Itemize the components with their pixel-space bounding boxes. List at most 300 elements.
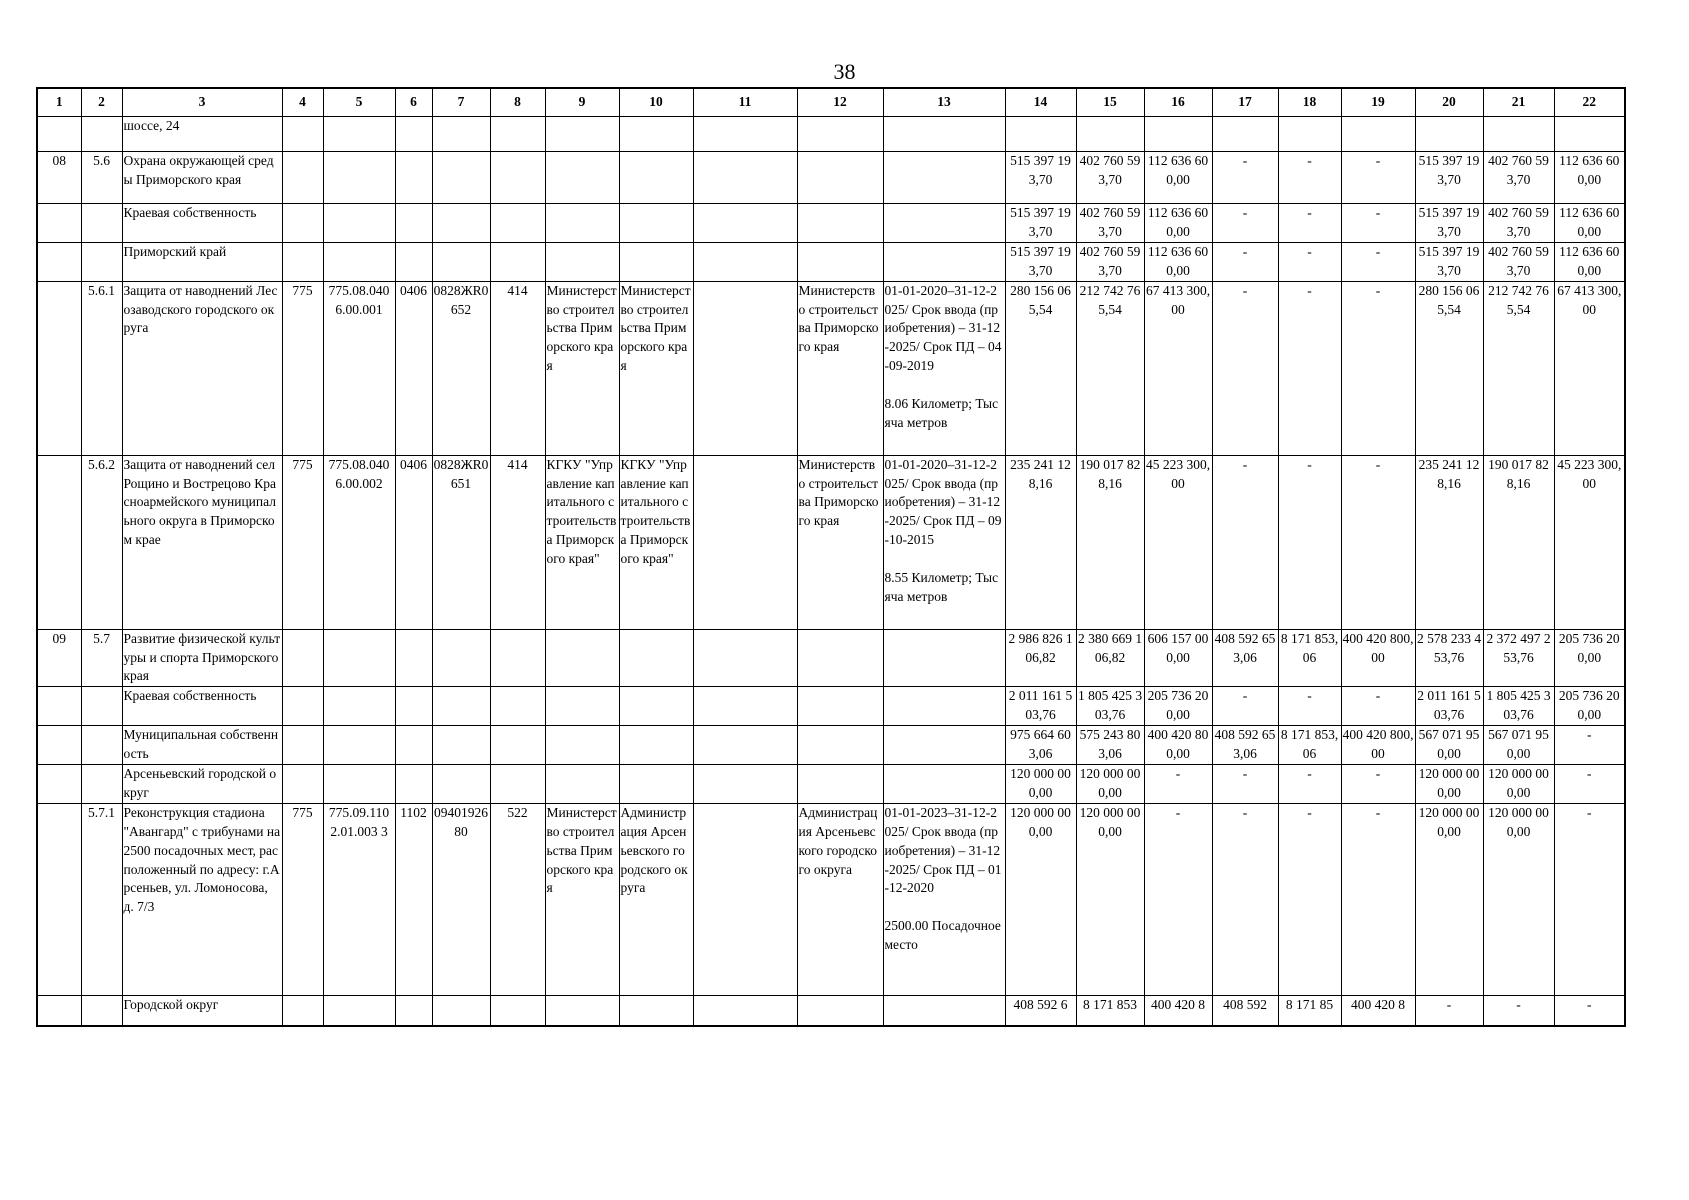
- table-cell-col-12: Администрация Арсеньевского городского округа: [797, 803, 883, 995]
- table-cell-col-11: [693, 629, 797, 687]
- table-cell-col-16: [1144, 117, 1212, 152]
- table-cell-col-4: 775: [282, 281, 323, 455]
- table-cell-col-14: 515 397 193,70: [1005, 242, 1076, 281]
- table-cell-col-9: Министерство строительства Приморского края: [545, 803, 619, 995]
- table-cell-col-6: [395, 687, 432, 726]
- table-cell-col-6: [395, 152, 432, 204]
- table-cell-col-17: -: [1212, 764, 1278, 803]
- table-cell-col-11: [693, 204, 797, 243]
- table-cell-col-21: [1483, 117, 1554, 152]
- table-cell-col-11: [693, 117, 797, 152]
- table-cell-col-8: [490, 726, 545, 765]
- table-cell-col-15: 1 805 425 303,76: [1076, 687, 1144, 726]
- table-cell-col-4: [282, 687, 323, 726]
- table-cell-col-19: -: [1341, 803, 1415, 995]
- table-cell-col-3: Защита от наводнений Лесозаводского городского округа: [122, 281, 282, 455]
- table-cell-col-22: 205 736 200,00: [1554, 629, 1625, 687]
- column-header-13: 13: [883, 88, 1005, 117]
- table-cell-col-12: [797, 995, 883, 1026]
- column-header-16: 16: [1144, 88, 1212, 117]
- table-cell-col-9: [545, 242, 619, 281]
- table-cell-col-8: [490, 764, 545, 803]
- table-cell-col-3: Городской округ: [122, 995, 282, 1026]
- table-cell-col-10: КГКУ "Управление капитального строительства Приморского края": [619, 455, 693, 629]
- table-cell-col-9: [545, 629, 619, 687]
- table-cell-col-17: -: [1212, 204, 1278, 243]
- table-cell-col-20: 515 397 193,70: [1415, 204, 1483, 243]
- table-cell-col-22: -: [1554, 764, 1625, 803]
- table-cell-col-5: [323, 764, 395, 803]
- table-row: [37, 152, 1625, 204]
- table-cell-col-15: 2 380 669 106,82: [1076, 629, 1144, 687]
- table-cell-col-7: [432, 152, 490, 204]
- table-cell-col-4: 775: [282, 803, 323, 995]
- table-cell-col-19: 400 420 8: [1341, 995, 1415, 1026]
- table-cell-col-1: [37, 803, 81, 995]
- table-cell-col-10: [619, 687, 693, 726]
- table-cell-col-14: 120 000 000,00: [1005, 764, 1076, 803]
- table-cell-col-18: -: [1278, 803, 1341, 995]
- table-cell-col-7: [432, 204, 490, 243]
- table-cell-col-21: 402 760 593,70: [1483, 242, 1554, 281]
- table-cell-col-18: -: [1278, 764, 1341, 803]
- table-cell-col-6: 1102: [395, 803, 432, 995]
- table-cell-col-15: 120 000 000,00: [1076, 764, 1144, 803]
- column-header-4: 4: [282, 88, 323, 117]
- table-cell-col-20: 120 000 000,00: [1415, 803, 1483, 995]
- table-cell-col-20: [1415, 117, 1483, 152]
- table-row: [37, 995, 1625, 1026]
- table-cell-col-10: Министерство строительства Приморского края: [619, 281, 693, 455]
- table-row: [37, 726, 1625, 765]
- table-cell-col-8: 522: [490, 803, 545, 995]
- table-cell-col-13: [883, 726, 1005, 765]
- table-cell-col-22: 45 223 300,00: [1554, 455, 1625, 629]
- table-cell-col-22: -: [1554, 803, 1625, 995]
- table-cell-col-18: -: [1278, 242, 1341, 281]
- table-cell-col-3: Реконструкция стадиона "Авангард" с трибунами на 2500 посадочных мест, расположенный по адресу: г.Арсеньев, ул. Ломоносова, д. 7/3: [122, 803, 282, 995]
- table-cell-col-5: 775.08.0406.00.001: [323, 281, 395, 455]
- table-cell-col-11: [693, 152, 797, 204]
- table-cell-col-18: -: [1278, 455, 1341, 629]
- table-cell-col-17: -: [1212, 152, 1278, 204]
- table-cell-col-19: [1341, 117, 1415, 152]
- table-cell-col-20: 235 241 128,16: [1415, 455, 1483, 629]
- table-cell-col-22: 112 636 600,00: [1554, 204, 1625, 243]
- table-cell-col-13: [883, 152, 1005, 204]
- table-cell-col-11: [693, 281, 797, 455]
- table-cell-col-16: 205 736 200,00: [1144, 687, 1212, 726]
- table-cell-col-12: [797, 242, 883, 281]
- table-cell-col-21: 402 760 593,70: [1483, 204, 1554, 243]
- table-cell-col-22: -: [1554, 995, 1625, 1026]
- table-cell-col-10: [619, 629, 693, 687]
- table-cell-col-9: [545, 152, 619, 204]
- table-cell-col-19: -: [1341, 152, 1415, 204]
- table-cell-col-13: 01-01-2020–31-12-2025/ Срок ввода (приобретения) – 31-12-2025/ Срок ПД – 04-09-2019 8.06 Километр; Тысяча метров: [883, 281, 1005, 455]
- table-cell-col-6: [395, 995, 432, 1026]
- table-cell-col-13: [883, 629, 1005, 687]
- table-cell-col-1: [37, 204, 81, 243]
- table-cell-col-5: [323, 687, 395, 726]
- table-cell-col-13: [883, 995, 1005, 1026]
- table-cell-col-21: 190 017 828,16: [1483, 455, 1554, 629]
- table-cell-col-19: -: [1341, 281, 1415, 455]
- table-cell-col-7: 0828ЖR0652: [432, 281, 490, 455]
- table-row: [37, 117, 1625, 152]
- table-cell-col-1: [37, 117, 81, 152]
- table-cell-col-15: 575 243 803,06: [1076, 726, 1144, 765]
- table-cell-col-2: 5.6: [81, 152, 122, 204]
- table-cell-col-22: 112 636 600,00: [1554, 242, 1625, 281]
- table-cell-col-7: [432, 726, 490, 765]
- table-cell-col-20: 567 071 950,00: [1415, 726, 1483, 765]
- table-cell-col-11: [693, 687, 797, 726]
- table-cell-col-4: [282, 629, 323, 687]
- budget-table: [36, 87, 1626, 1027]
- column-header-22: 22: [1554, 88, 1625, 117]
- table-row: [37, 281, 1625, 455]
- table-cell-col-17: 408 592 653,06: [1212, 629, 1278, 687]
- table-cell-col-4: [282, 764, 323, 803]
- table-cell-col-5: [323, 152, 395, 204]
- table-cell-col-7: [432, 117, 490, 152]
- column-header-3: 3: [122, 88, 282, 117]
- table-cell-col-15: 120 000 000,00: [1076, 803, 1144, 995]
- column-header-10: 10: [619, 88, 693, 117]
- table-cell-col-15: [1076, 117, 1144, 152]
- table-cell-col-16: -: [1144, 803, 1212, 995]
- table-cell-col-15: 212 742 765,54: [1076, 281, 1144, 455]
- table-cell-col-22: 67 413 300,00: [1554, 281, 1625, 455]
- table-cell-col-13: 01-01-2023–31-12-2025/ Срок ввода (приобретения) – 31-12-2025/ Срок ПД – 01-12-2020 2500.00 Посадочное место: [883, 803, 1005, 995]
- table-cell-col-18: 8 171 853,06: [1278, 726, 1341, 765]
- table-cell-col-10: Администрация Арсеньевского городского округа: [619, 803, 693, 995]
- table-row: [37, 204, 1625, 243]
- table-cell-col-16: 400 420 800,00: [1144, 726, 1212, 765]
- table-cell-col-11: [693, 995, 797, 1026]
- table-cell-col-6: [395, 242, 432, 281]
- table-cell-col-8: 414: [490, 281, 545, 455]
- table-cell-col-8: [490, 117, 545, 152]
- table-cell-col-9: [545, 117, 619, 152]
- table-cell-col-2: [81, 995, 122, 1026]
- table-cell-col-21: 2 372 497 253,76: [1483, 629, 1554, 687]
- table-cell-col-5: [323, 204, 395, 243]
- column-header-19: 19: [1341, 88, 1415, 117]
- table-cell-col-16: 606 157 000,00: [1144, 629, 1212, 687]
- column-header-12: 12: [797, 88, 883, 117]
- table-cell-col-5: [323, 995, 395, 1026]
- table-cell-col-19: -: [1341, 764, 1415, 803]
- table-cell-col-17: 408 592: [1212, 995, 1278, 1026]
- table-cell-col-16: 45 223 300,00: [1144, 455, 1212, 629]
- table-cell-col-12: Министерство строительства Приморского края: [797, 455, 883, 629]
- table-cell-col-7: [432, 242, 490, 281]
- table-cell-col-22: 205 736 200,00: [1554, 687, 1625, 726]
- table-cell-col-1: 09: [37, 629, 81, 687]
- table-cell-col-9: КГКУ "Управление капитального строительства Приморского края": [545, 455, 619, 629]
- table-cell-col-14: 120 000 000,00: [1005, 803, 1076, 995]
- table-row: [37, 803, 1625, 995]
- table-cell-col-3: Арсеньевский городской округ: [122, 764, 282, 803]
- table-cell-col-18: -: [1278, 204, 1341, 243]
- table-cell-col-12: [797, 152, 883, 204]
- column-header-15: 15: [1076, 88, 1144, 117]
- table-cell-col-7: [432, 764, 490, 803]
- table-cell-col-9: [545, 764, 619, 803]
- table-cell-col-10: [619, 242, 693, 281]
- table-cell-col-11: [693, 726, 797, 765]
- table-cell-col-8: [490, 687, 545, 726]
- table-cell-col-12: [797, 204, 883, 243]
- table-cell-col-10: [619, 117, 693, 152]
- table-cell-col-18: -: [1278, 152, 1341, 204]
- table-cell-col-10: [619, 726, 693, 765]
- table-cell-col-9: [545, 204, 619, 243]
- column-header-17: 17: [1212, 88, 1278, 117]
- table-cell-col-17: -: [1212, 281, 1278, 455]
- table-cell-col-21: -: [1483, 995, 1554, 1026]
- table-cell-col-3: Приморский край: [122, 242, 282, 281]
- table-cell-col-1: [37, 281, 81, 455]
- table-cell-col-20: 515 397 193,70: [1415, 242, 1483, 281]
- table-cell-col-4: [282, 204, 323, 243]
- table-cell-col-19: -: [1341, 687, 1415, 726]
- table-cell-col-15: 402 760 593,70: [1076, 242, 1144, 281]
- table-cell-col-16: 112 636 600,00: [1144, 242, 1212, 281]
- column-header-2: 2: [81, 88, 122, 117]
- table-cell-col-14: 515 397 193,70: [1005, 204, 1076, 243]
- table-cell-col-11: [693, 242, 797, 281]
- table-cell-col-1: [37, 455, 81, 629]
- table-cell-col-9: [545, 726, 619, 765]
- column-header-14: 14: [1005, 88, 1076, 117]
- table-cell-col-22: -: [1554, 726, 1625, 765]
- table-row: [37, 764, 1625, 803]
- column-header-7: 7: [432, 88, 490, 117]
- column-header-21: 21: [1483, 88, 1554, 117]
- table-cell-col-16: -: [1144, 764, 1212, 803]
- table-cell-col-10: [619, 764, 693, 803]
- table-cell-col-2: 5.7.1: [81, 803, 122, 995]
- table-row: [37, 629, 1625, 687]
- table-cell-col-2: 5.6.1: [81, 281, 122, 455]
- table-cell-col-13: [883, 764, 1005, 803]
- table-cell-col-1: [37, 726, 81, 765]
- table-cell-col-3: шоссе, 24: [122, 117, 282, 152]
- column-header-18: 18: [1278, 88, 1341, 117]
- table-cell-col-12: [797, 629, 883, 687]
- table-cell-col-10: [619, 204, 693, 243]
- table-cell-col-12: [797, 764, 883, 803]
- table-cell-col-20: 2 011 161 503,76: [1415, 687, 1483, 726]
- table-cell-col-6: [395, 629, 432, 687]
- table-cell-col-13: [883, 242, 1005, 281]
- table-cell-col-9: [545, 687, 619, 726]
- table-cell-col-20: -: [1415, 995, 1483, 1026]
- table-cell-col-6: [395, 726, 432, 765]
- table-cell-col-17: -: [1212, 687, 1278, 726]
- table-cell-col-4: [282, 117, 323, 152]
- table-cell-col-16: 400 420 8: [1144, 995, 1212, 1026]
- table-cell-col-14: 408 592 6: [1005, 995, 1076, 1026]
- table-cell-col-8: 414: [490, 455, 545, 629]
- column-header-1: 1: [37, 88, 81, 117]
- table-cell-col-8: [490, 629, 545, 687]
- table-cell-col-3: Охрана окружающей среды Приморского края: [122, 152, 282, 204]
- table-cell-col-1: [37, 687, 81, 726]
- table-cell-col-1: [37, 995, 81, 1026]
- table-cell-col-9: Министерство строительства Приморского края: [545, 281, 619, 455]
- table-cell-col-14: 975 664 603,06: [1005, 726, 1076, 765]
- table-cell-col-3: Защита от наводнений сел Рощино и Вострецово Красноармейского муниципального округа в Приморском крае: [122, 455, 282, 629]
- table-cell-col-1: [37, 764, 81, 803]
- table-cell-col-18: -: [1278, 687, 1341, 726]
- table-cell-col-4: [282, 152, 323, 204]
- table-cell-col-2: 5.6.2: [81, 455, 122, 629]
- table-cell-col-6: 0406: [395, 455, 432, 629]
- table-cell-col-12: [797, 726, 883, 765]
- table-cell-col-7: 0828ЖR0651: [432, 455, 490, 629]
- table-cell-col-19: 400 420 800,00: [1341, 726, 1415, 765]
- table-cell-col-7: [432, 687, 490, 726]
- table-cell-col-7: [432, 629, 490, 687]
- table-cell-col-12: Министерство строительства Приморского края: [797, 281, 883, 455]
- table-cell-col-21: 402 760 593,70: [1483, 152, 1554, 204]
- table-cell-col-17: -: [1212, 803, 1278, 995]
- table-cell-col-17: 408 592 653,06: [1212, 726, 1278, 765]
- table-cell-col-19: -: [1341, 455, 1415, 629]
- table-cell-col-18: 8 171 853,06: [1278, 629, 1341, 687]
- table-cell-col-16: 112 636 600,00: [1144, 204, 1212, 243]
- table-cell-col-5: [323, 117, 395, 152]
- table-cell-col-2: [81, 242, 122, 281]
- table-cell-col-15: 402 760 593,70: [1076, 204, 1144, 243]
- table-cell-col-9: [545, 995, 619, 1026]
- table-cell-col-3: Муниципальная собственность: [122, 726, 282, 765]
- column-header-5: 5: [323, 88, 395, 117]
- table-cell-col-21: 120 000 000,00: [1483, 764, 1554, 803]
- table-cell-col-14: 235 241 128,16: [1005, 455, 1076, 629]
- table-cell-col-2: [81, 726, 122, 765]
- table-cell-col-22: 112 636 600,00: [1554, 152, 1625, 204]
- table-cell-col-22: [1554, 117, 1625, 152]
- table-cell-col-20: 2 578 233 453,76: [1415, 629, 1483, 687]
- table-cell-col-21: 1 805 425 303,76: [1483, 687, 1554, 726]
- table-cell-col-8: [490, 242, 545, 281]
- table-cell-col-11: [693, 803, 797, 995]
- table-cell-col-4: [282, 995, 323, 1026]
- table-cell-col-17: -: [1212, 242, 1278, 281]
- table-cell-col-16: 67 413 300,00: [1144, 281, 1212, 455]
- table-cell-col-21: 212 742 765,54: [1483, 281, 1554, 455]
- table-cell-col-19: -: [1341, 204, 1415, 243]
- table-row: [37, 242, 1625, 281]
- table-body: [37, 88, 1625, 1026]
- column-header-9: 9: [545, 88, 619, 117]
- table-cell-col-11: [693, 455, 797, 629]
- table-cell-col-5: [323, 726, 395, 765]
- table-cell-col-7: [432, 995, 490, 1026]
- table-cell-col-5: 775.09.1102.01.003 3: [323, 803, 395, 995]
- table-cell-col-18: -: [1278, 281, 1341, 455]
- table-cell-col-6: [395, 117, 432, 152]
- table-cell-col-4: 775: [282, 455, 323, 629]
- table-cell-col-13: 01-01-2020–31-12-2025/ Срок ввода (приобретения) – 31-12-2025/ Срок ПД – 09-10-2015 8.55 Километр; Тысяча метров: [883, 455, 1005, 629]
- table-cell-col-17: [1212, 117, 1278, 152]
- table-cell-col-7: 0940192680: [432, 803, 490, 995]
- table-cell-col-1: [37, 242, 81, 281]
- table-cell-col-13: [883, 687, 1005, 726]
- table-cell-col-6: 0406: [395, 281, 432, 455]
- table-cell-col-11: [693, 764, 797, 803]
- table-cell-col-20: 280 156 065,54: [1415, 281, 1483, 455]
- table-cell-col-15: 190 017 828,16: [1076, 455, 1144, 629]
- table-cell-col-13: [883, 204, 1005, 243]
- column-header-11: 11: [693, 88, 797, 117]
- table-cell-col-4: [282, 242, 323, 281]
- table-cell-col-15: 8 171 853: [1076, 995, 1144, 1026]
- table-cell-col-2: [81, 764, 122, 803]
- table-cell-col-2: 5.7: [81, 629, 122, 687]
- page-number: 38: [833, 59, 856, 84]
- header-row: [37, 88, 1625, 117]
- table-cell-col-21: 567 071 950,00: [1483, 726, 1554, 765]
- table-cell-col-13: [883, 117, 1005, 152]
- table-cell-col-21: 120 000 000,00: [1483, 803, 1554, 995]
- table-cell-col-14: 515 397 193,70: [1005, 152, 1076, 204]
- column-header-20: 20: [1415, 88, 1483, 117]
- table-cell-col-14: 2 986 826 106,82: [1005, 629, 1076, 687]
- table-cell-col-19: -: [1341, 242, 1415, 281]
- table-cell-col-6: [395, 764, 432, 803]
- table-cell-col-6: [395, 204, 432, 243]
- table-cell-col-20: 515 397 193,70: [1415, 152, 1483, 204]
- table-cell-col-5: [323, 242, 395, 281]
- table-cell-col-5: [323, 629, 395, 687]
- table-cell-col-1: 08: [37, 152, 81, 204]
- table-cell-col-17: -: [1212, 455, 1278, 629]
- table-cell-col-2: [81, 204, 122, 243]
- table-cell-col-4: [282, 726, 323, 765]
- table-cell-col-2: [81, 117, 122, 152]
- table-cell-col-2: [81, 687, 122, 726]
- table-cell-col-10: [619, 995, 693, 1026]
- table-cell-col-3: Краевая собственность: [122, 204, 282, 243]
- column-header-6: 6: [395, 88, 432, 117]
- table-cell-col-18: 8 171 85: [1278, 995, 1341, 1026]
- table-cell-col-3: Развитие физической культуры и спорта Приморского края: [122, 629, 282, 687]
- table-cell-col-10: [619, 152, 693, 204]
- table-cell-col-3: Краевая собственность: [122, 687, 282, 726]
- table-cell-col-8: [490, 995, 545, 1026]
- table-cell-col-8: [490, 152, 545, 204]
- table-cell-col-14: [1005, 117, 1076, 152]
- table-cell-col-15: 402 760 593,70: [1076, 152, 1144, 204]
- table-cell-col-8: [490, 204, 545, 243]
- table-cell-col-12: [797, 117, 883, 152]
- table-cell-col-20: 120 000 000,00: [1415, 764, 1483, 803]
- column-header-8: 8: [490, 88, 545, 117]
- table-cell-col-18: [1278, 117, 1341, 152]
- table-cell-col-19: 400 420 800,00: [1341, 629, 1415, 687]
- table-cell-col-16: 112 636 600,00: [1144, 152, 1212, 204]
- table-cell-col-14: 280 156 065,54: [1005, 281, 1076, 455]
- table-cell-col-12: [797, 687, 883, 726]
- table-row: [37, 455, 1625, 629]
- table-cell-col-14: 2 011 161 503,76: [1005, 687, 1076, 726]
